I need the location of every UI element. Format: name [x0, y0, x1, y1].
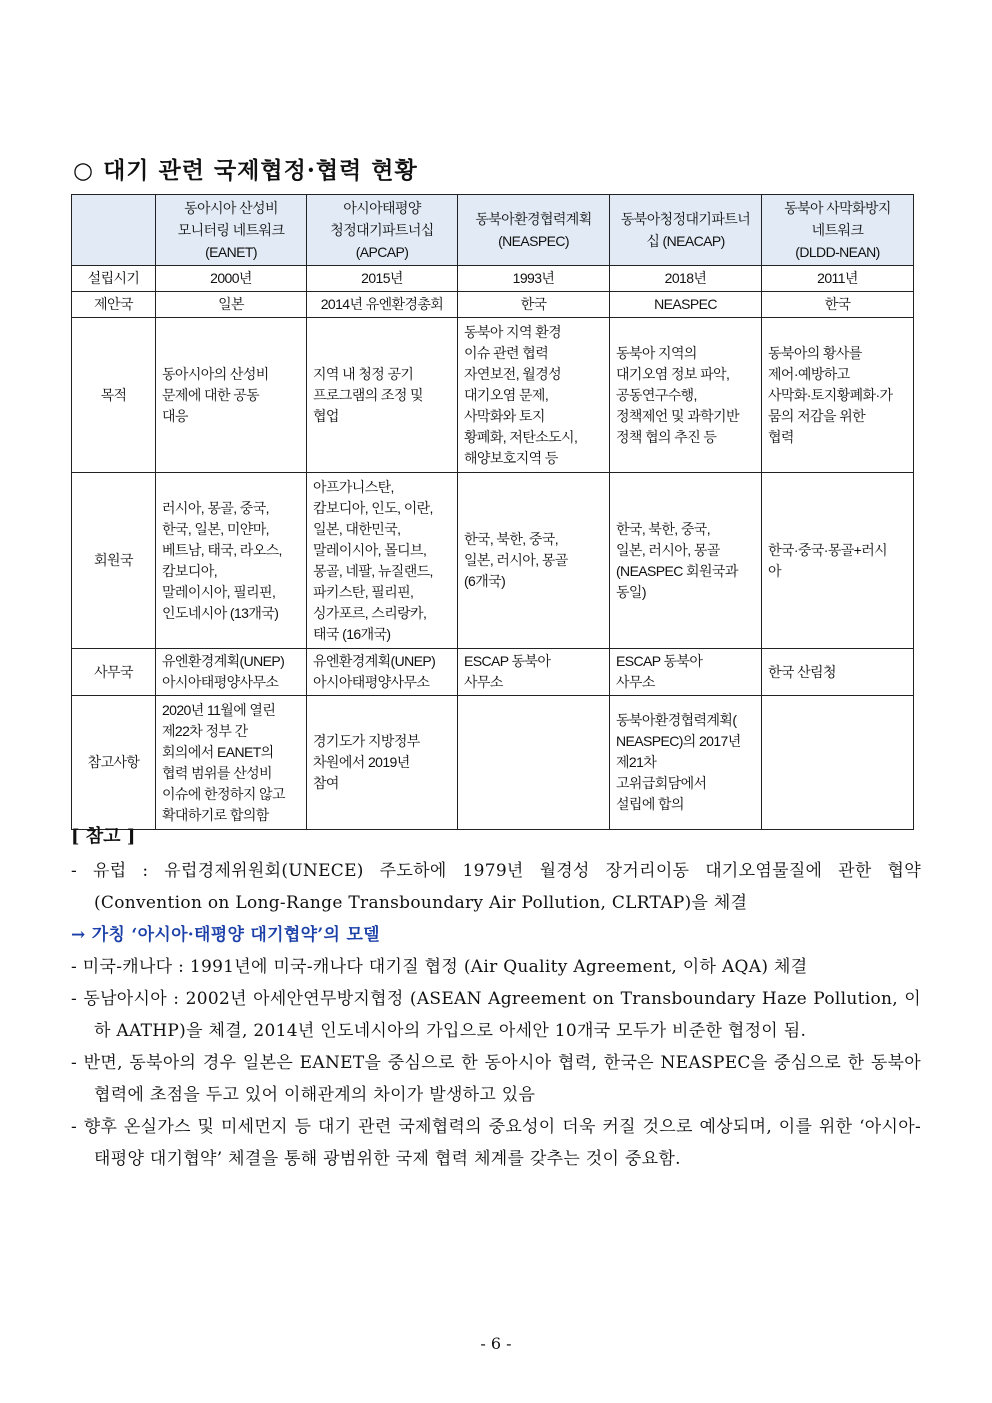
- table-body: [72, 266, 914, 830]
- table-cell: 2000년: [156, 266, 307, 292]
- row-header: 설립시기: [72, 266, 156, 292]
- table-cell: 유엔환경계획(UNEP) 아시아태평양사무소: [307, 649, 458, 696]
- reference-item-us-canada: - 미국-캐나다 : 1991년에 미국-캐나다 대기질 협정 (Air Quality Agreement, 이하 AQA) 체결: [71, 957, 808, 977]
- cooperation-table: [71, 194, 914, 830]
- row-secretariat: [72, 649, 914, 696]
- row-header: 사무국: [72, 649, 156, 696]
- table-cell: 2018년: [610, 266, 762, 292]
- table-corner-cell: [72, 195, 156, 266]
- row-header: 제안국: [72, 292, 156, 318]
- page-number: - 6 -: [480, 1334, 512, 1353]
- table-cell: 한국·중국·몽골+러시 아: [762, 473, 914, 649]
- table-cell: 한국 산림청: [762, 649, 914, 696]
- row-founded: [72, 266, 914, 292]
- table-cell: ESCAP 동북아 사무소: [458, 649, 610, 696]
- table-cell: 아프가니스탄, 캄보디아, 인도, 이란, 일본, 대한민국, 말레이시아, 몰디브, 몽골, 네팔, 뉴질랜드, 파키스탄, 필리핀, 싱가포르, 스리랑카, 태국 (16개국): [307, 473, 458, 649]
- table-cell: 동북아의 황사를 제어·예방하고 사막화·토지황폐화·가 뭄의 저감을 위한 협력: [762, 318, 914, 473]
- table-cell: 동북아 지역 환경 이슈 관련 협력 자연보전, 월경성 대기오염 문제, 사막화와 토지 황폐화, 저탄소도시, 해양보호지역 등: [458, 318, 610, 473]
- table-cell: 2020년 11월에 열린 제22차 정부 간 회의에서 EANET의 협력 범위를 산성비 이슈에 한정하지 않고 확대하기로 합의함: [156, 696, 307, 830]
- table-cell: NEASPEC: [610, 292, 762, 318]
- row-header: 참고사항: [72, 696, 156, 830]
- row-proposer: [72, 292, 914, 318]
- reference-item-southeast-asia: - 동남아시아 : 2002년 아세안연무방지협정 (ASEAN Agreement on Transboundary Haze Pollution, 이하 AATHP)을 체결, 2014년 인도네시아의 가입으로 아세안 10개국 모두가 비준한 협정이 됨.: [71, 989, 921, 1041]
- reference-list: [71, 855, 921, 1175]
- table-cell: 러시아, 몽골, 중국, 한국, 일본, 미얀마, 베트남, 태국, 라오스, 캄보디아, 말레이시아, 필리핀, 인도네시아 (13개국): [156, 473, 307, 649]
- row-purpose: [72, 318, 914, 473]
- table-cell: 2011년: [762, 266, 914, 292]
- table-cell: 한국: [762, 292, 914, 318]
- row-header: 회원국: [72, 473, 156, 649]
- column-header: 동북아청정대기파트너 십 (NEACAP): [610, 195, 762, 266]
- column-header: 동북아환경협력계획 (NEASPEC): [458, 195, 610, 266]
- table-cell: 지역 내 청정 공기 프로그램의 조정 및 협업: [307, 318, 458, 473]
- row-members: [72, 473, 914, 649]
- row-remarks: [72, 696, 914, 830]
- reference-item-future: - 향후 온실가스 및 미세먼지 등 대기 관련 국제협력의 중요성이 더욱 커질 것으로 예상되며, 이를 위한 ‘아시아-태평양 대기협약’ 체결을 통해 광범위한 국제 협력 체계를 갖추는 것이 중요함.: [71, 1117, 921, 1169]
- table-cell: 2014년 유엔환경총회: [307, 292, 458, 318]
- column-header: 동북아 사막화방지 네트워크 (DLDD-NEAN): [762, 195, 914, 266]
- table-header-row: [72, 195, 914, 266]
- column-header: 아시아태평양 청정대기파트너십 (APCAP): [307, 195, 458, 266]
- table-cell: [458, 696, 610, 830]
- table-cell: ESCAP 동북아 사무소: [610, 649, 762, 696]
- reference-item-northeast-asia: - 반면, 동북아의 경우 일본은 EANET을 중심으로 한 동아시아 협력, 한국은 NEASPEC을 중심으로 한 동북아 협력에 초점을 두고 있어 이해관계의 차이가 발생하고 있음: [71, 1053, 921, 1105]
- table-cell: 동북아환경협력계획( NEASPEC)의 2017년 제21차 고위급회담에서 설립에 합의: [610, 696, 762, 830]
- table-cell: 한국, 북한, 중국, 일본, 러시아, 몽골 (NEASPEC 회원국과 동일): [610, 473, 762, 649]
- table-cell: 1993년: [458, 266, 610, 292]
- reference-item-model-note: → 가칭 ‘아시아·태평양 대기협약’의 모델: [71, 925, 380, 945]
- reference-item-europe: - 유럽 : 유럽경제위원회(UNECE) 주도하에 1979년 월경성 장거리이동 대기오염물질에 관한 협약 (Convention on Long-Range Transboundary Air Pollution, CLRTAP)을 체결: [71, 861, 921, 913]
- column-header: 동아시아 산성비 모니터링 네트워크 (EANET): [156, 195, 307, 266]
- table-cell: 동아시아의 산성비 문제에 대한 공동 대응: [156, 318, 307, 473]
- table-cell: 한국: [458, 292, 610, 318]
- row-header: 목적: [72, 318, 156, 473]
- table-cell: 한국, 북한, 중국, 일본, 러시아, 몽골 (6개국): [458, 473, 610, 649]
- section-heading: ○ 대기 관련 국제협정·협력 현황: [73, 157, 418, 184]
- table-cell: 경기도가 지방정부 차원에서 2019년 참여: [307, 696, 458, 830]
- reference-title: [ 참고 ]: [71, 826, 136, 847]
- table-cell: 동북아 지역의 대기오염 정보 파악, 공동연구수행, 정책제언 및 과학기반 정책 협의 추진 등: [610, 318, 762, 473]
- table-cell: 일본: [156, 292, 307, 318]
- table-cell: 유엔환경계획(UNEP) 아시아태평양사무소: [156, 649, 307, 696]
- table-cell: [762, 696, 914, 830]
- table-cell: 2015년: [307, 266, 458, 292]
